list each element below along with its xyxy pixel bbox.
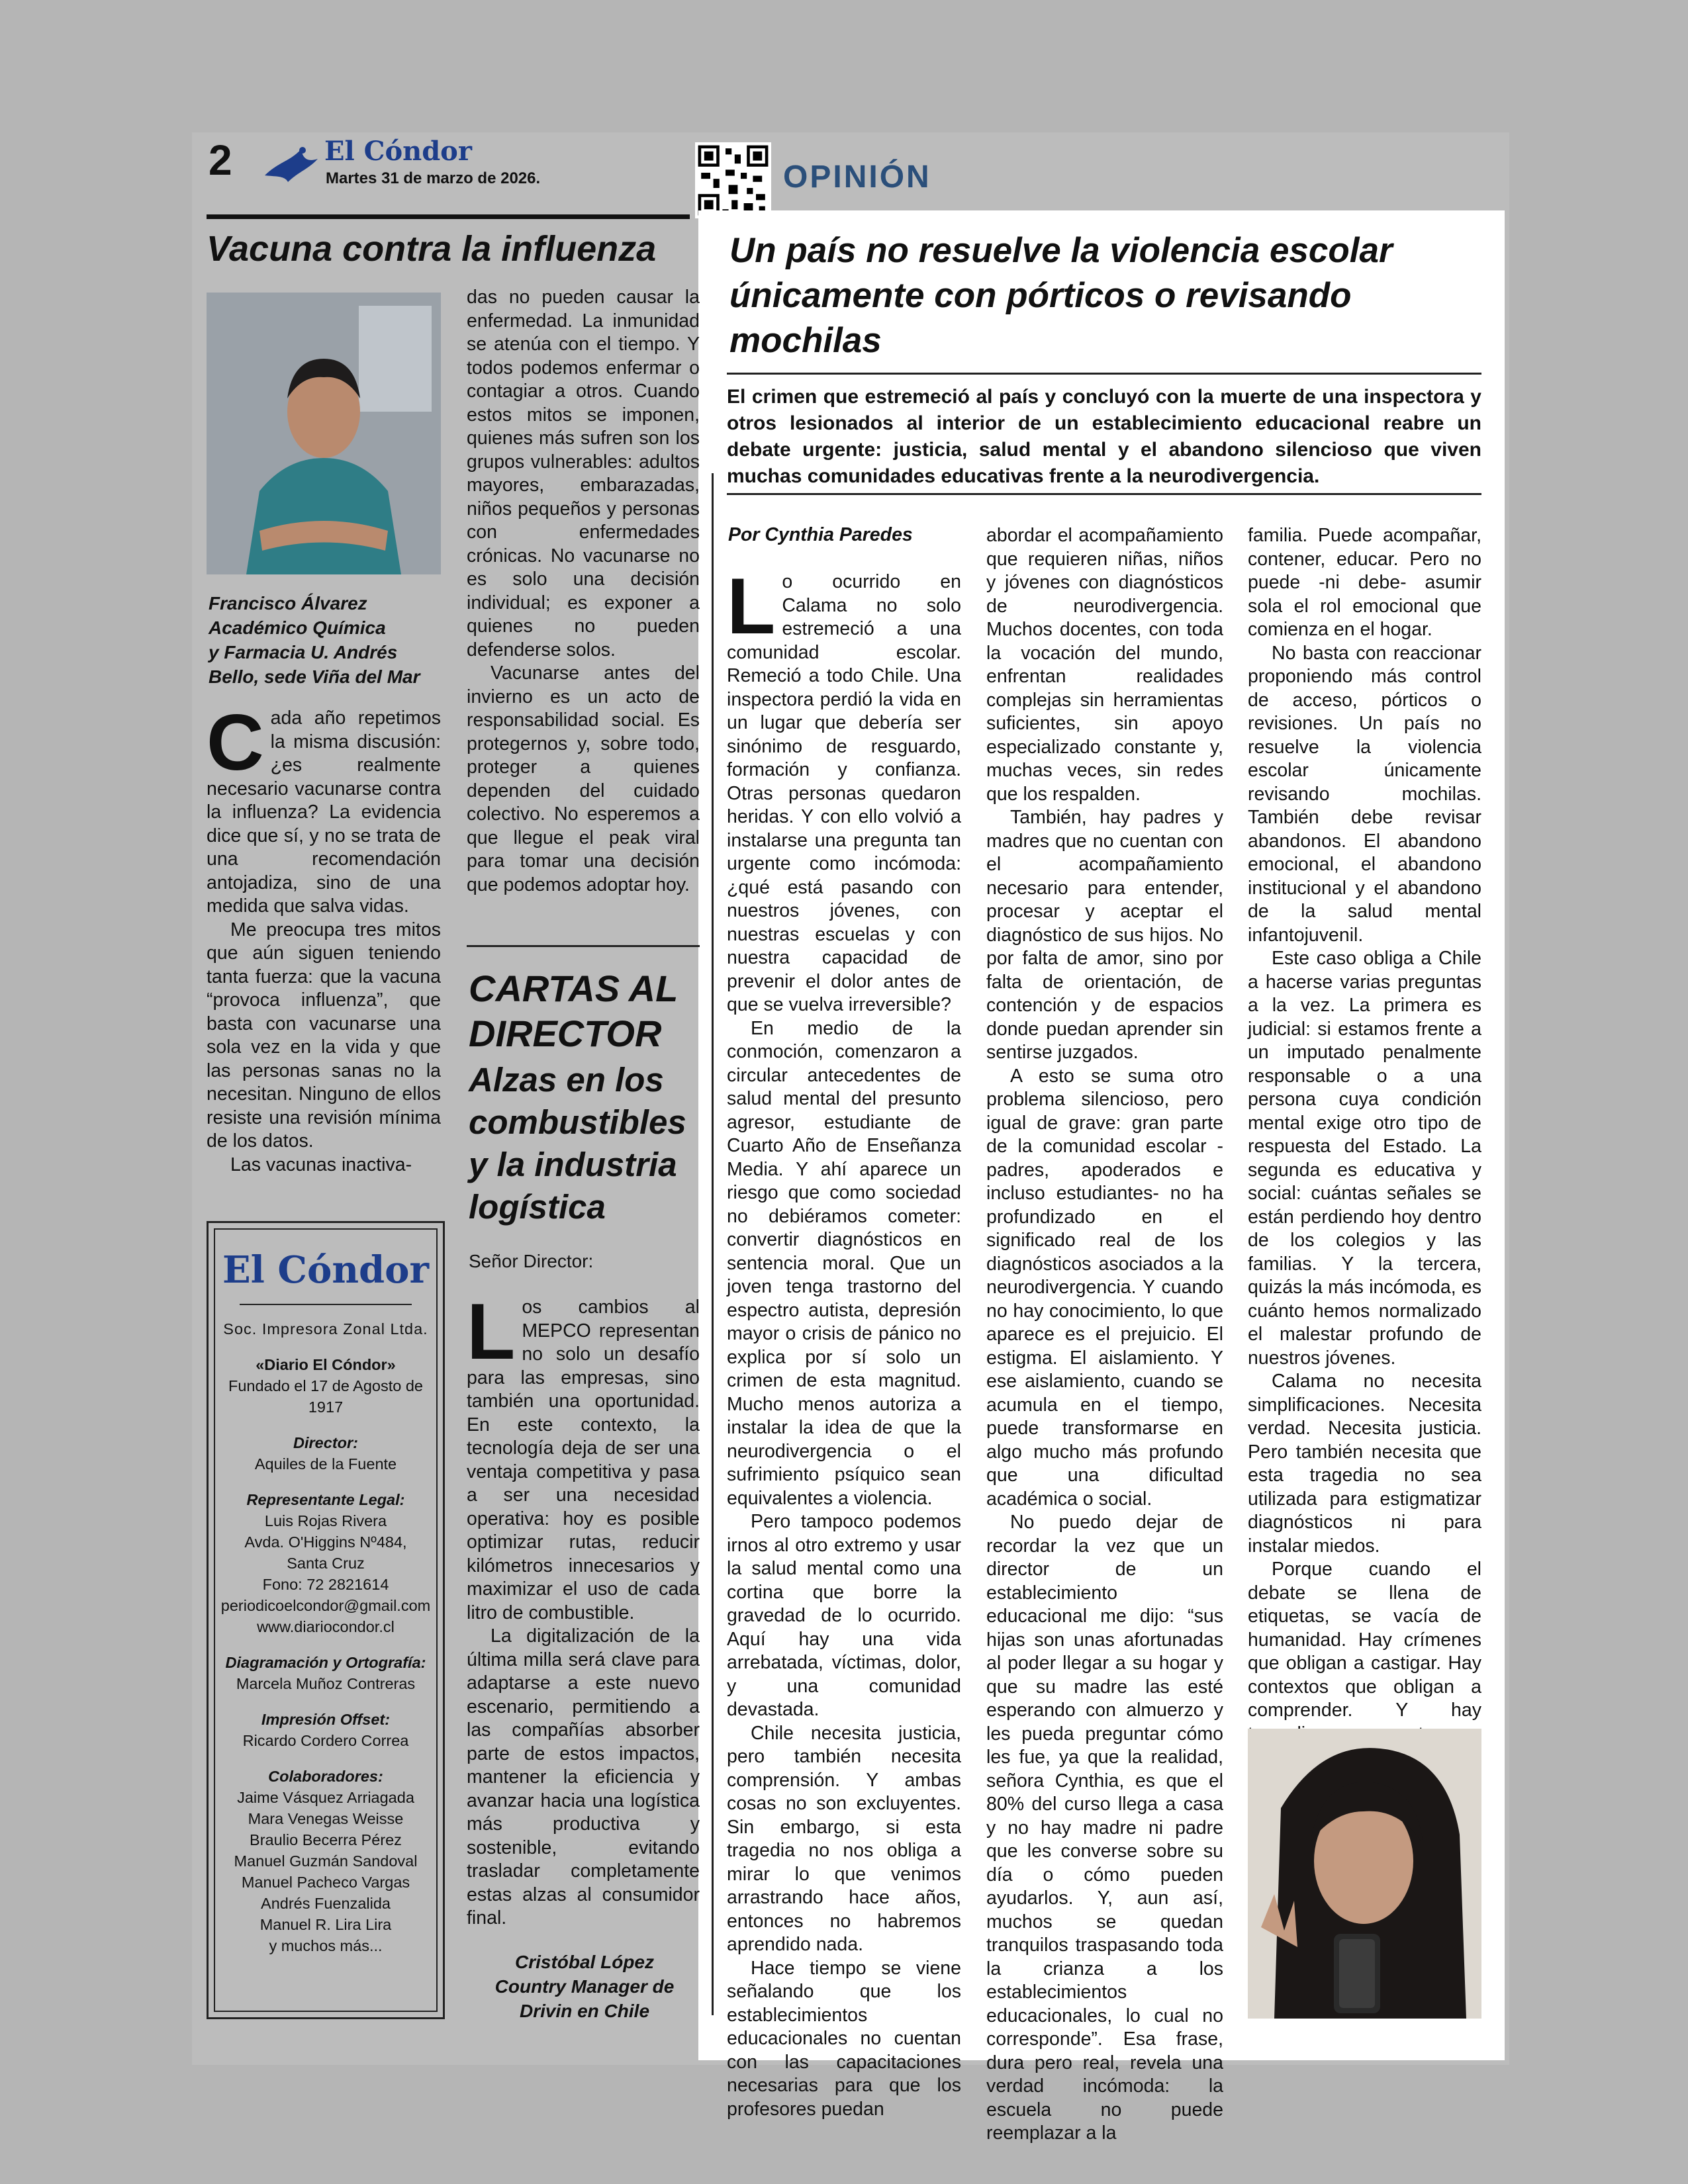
paper-name: «Diario El Cóndor» — [256, 1356, 396, 1373]
condor-icon — [261, 136, 321, 189]
main-article-deck: El crimen que estremeció al país y concluyó con la muerte de una inspectora y otros lesionados al interior de un establecimiento educacional reabre un debate urgente: justicia, salud mental y el abandono silencioso que viven muchas comunidades educativas frente a la neurodivergencia. — [727, 386, 1481, 487]
article-body: Cada año repetimos la misma discusión: ¿es realmente necesario vacunarse contra la influenza? La evidencia dice que sí, y no se trata de una recomendación antojadiza, sino de una medida que salva vidas. Me preocupa tres mitos que aún siguen teniendo tanta fuerza: que la vacuna “provoca influenza”, que basta con vacunarse una sola vez en la vida y que las personas sanas no la necesitan. Ninguno de ellos resiste una revisión mínima de los datos. Las vacunas inactiva- — [207, 698, 441, 1175]
main-article-title: Un país no resuelve la violencia escolar únicamente con pórticos o revisando mochilas — [729, 231, 1393, 360]
company-name: Soc. Impresora Zonal Ltda. — [223, 1320, 428, 1338]
founded-date: Fundado el 17 de Agosto de 1917 — [228, 1377, 423, 1416]
website-link[interactable]: www.diariocondor.cl — [257, 1618, 395, 1635]
drop-cap: C — [207, 698, 264, 787]
letter-title: Alzas en los combustibles y la industria logística — [469, 1061, 686, 1226]
article-author: Francisco Álvarez Académico Química y Farmacia U. Andrés Bello, sede Viña del Mar — [209, 593, 420, 687]
deck-rule — [727, 373, 1481, 375]
author-photo — [207, 293, 441, 574]
drop-cap: L — [467, 1287, 516, 1376]
page-number: 2 — [209, 136, 232, 184]
letter-body: Los cambios al MEPCO representan no solo un desafío para las empresas, sino también una oportunidad. En este contexto, la tecnología deja de ser una ventaja competitiva y pasa a ser una necesidad operativa: hoy es posible optimizar rutas, reducir kilómetros innecesarios y maximizar el uso de cada litro de combustible. La digitalización de la última milla será clave para adaptarse a este nuevo escenario, permitiendo a las compañías absorber parte de estos impactos, mantener la eficiencia y avanzar hacia una logística más productiva y sostenible, evitando trasladar completamente estas alzas al consumidor final. — [467, 1287, 700, 1929]
letter-signature: Cristóbal López Country Manager de Drivin en Chile — [494, 1952, 675, 2021]
main-article-column-1: Lo ocurrido en Calama no solo estremeció a una comunidad escolar. Remeció a todo Chile. Una inspectora perdió la vida en un lugar que debería ser sinónimo de resguardo, formación y confianza. Otras personas quedaron heridas. Y con ello volvió a instalarse una pregunta tan urgente como incómoda: ¿qué está pasando con nuestros jóvenes, con nuestras escuelas y con nuestra capacidad de prevenir el dolor antes de que se vuelva irreversible? En medio de la conmoción, comenzaron a circular antecedentes de salud mental del presunto agresor, estudiante de Cuarto Año de Enseñanza Media. Y ahí aparece un riesgo que como sociedad no debiéramos cometer: convertir diagnósticos en sentencia moral. Que un joven tenga trastorno del espectro autista, depresión mayor o crisis de pánico no explica por sí solo un crimen de esta magnitud. Mucho menos autoriza a instalar la idea de que la neurodivergencia o el sufrimiento psíquico sean equivalentes a violencia. Pero tampoco podemos irnos al otro extremo y usar la salud mental como una cortina que borre la gravedad de lo ocurrido. Aquí hay una vida arrebatada, víctimas, dolor, y una comunidad devastada. Chile necesita justicia, pero también necesita comprensión. Y ambas cosas no son excluyentes. Sin embargo, si esta tragedia no nos obliga a mirar lo que venimos arrastrando hace años, entonces no habremos aprendido nada. Hace tiempo se viene señalando que los establecimientos educacionales no cuentan con las capacitaciones necesarias para que los profesores puedan — [727, 562, 961, 2120]
qr-code-icon[interactable] — [695, 142, 771, 218]
drop-cap: L — [727, 562, 776, 651]
section-title: OPINIÓN — [783, 159, 931, 195]
masthead-logo: El Cóndor — [222, 1248, 430, 1292]
header-logo: El Cóndor — [324, 136, 472, 167]
letter-salutation: Señor Director: — [469, 1251, 594, 1271]
header-rule — [207, 214, 690, 219]
main-article-column-3: familia. Puede acompañar, contener, educar. Pero no puede -ni debe- asumir sola el rol emocional que comienza en el hogar. No basta con reaccionar proponiendo más control de acceso, pórticos o revisiones. Un país no resuelve la violencia escolar únicamente revisando mochilas. También debe revisar abandonos. El abandono emocional, el abandono institucional y el abandono de la salud mental infantojuvenil. Este caso obliga a Chile a hacerse varias preguntas a la vez. La primera es judicial: si estamos frente a un imputado penalmente responsable o a una persona cuya condición mental exige otro tipo de respuesta del Estado. La segunda es educativa y social: cuántas señales se están perdiendo hoy dentro de los colegios y las familias. Y la tercera, quizás la más incómoda, es cuánto hemos normalizado el malestar profundo de nuestros jóvenes. Calama no necesita simplificaciones. Necesita verdad. Necesita justicia. Pero también necesita que esta tragedia no sea utilizada para estigmatizar diagnósticos ni para instalar miedos. Porque cuando el debate se llena de etiquetas, se vacía de humanidad. Hay crímenes que obligan a castigar. Hay contextos que obligan a comprender. Y hay — [1248, 525, 1481, 1721]
email-link[interactable]: periodicoelcondor@gmail.com — [220, 1597, 431, 1614]
byline: Por Cynthia Paredes — [728, 524, 913, 545]
columnist-photo — [1248, 1729, 1481, 2019]
phone: Fono: 72 2821614 — [262, 1576, 389, 1593]
issue-date: Martes 31 de marzo de 2026. — [326, 169, 541, 187]
main-article-column-2: abordar el acompañamiento que requieren niñas, niños y jóvenes con diagnósticos de neurodivergencia. Muchos docentes, con toda la vocación del mundo, enfrentan realidades complejas sin herramientas suficientes, sin apoyo especializado constante y, muchas veces, sin redes que los respalden. También, hay padres y madres que no cuentan con el acompañamiento necesario para entender, procesar y aceptar el diagnóstico de sus hijos. No por falta de amor, sino por falta de orientación, de contención y de espacios donde puedan aprender sin sentirse juzgados. A esto se suma otro problema silencioso, pero igual de grave: gran parte de la comunidad escolar -padres, apoderados e incluso estudiantes- no ha profundizado en el significado real de los diagnósticos asociados a la neurodivergencia. Y cuando no hay conocimiento, lo que aparece es el prejuicio. El estigma. El aislamiento. Y ese aislamiento, cuando se acumula en el tiempo, puede transformarse en algo mucho más profundo que una dificultad académica o social. No puedo dejar de recordar la vez que un director de un establecimiento educacional me dijo: “sus hijas son unas afortunadas al poder llegar a su hogar y que su madre las esté esperando con almuerzo y les pueda preguntar cómo les fue, ya que la realidad, señora Cynthia, es que el 80% del curso llega a casa y no hay madre ni padre que les converse sobre su día o cómo pueden ayudarlos. Y, aun así, muchos se quedan tranquilos traspasando toda la crianza a los establecimientos educacionales, lo cual no corresponde”. Esa frase, dura pero real, revela una verdad incómoda: la escuela no puede reemplazar a la — [986, 525, 1223, 2144]
column-divider — [712, 473, 714, 2015]
article-body-continued: das no pueden causar la enfermedad. La inmunidad se atenúa con el tiempo. Y todos podemos enfermar o contagiar a otros. Cuando estos mitos se imponen, quienes más sufren son los grupos vulnerables: adultos mayores, embarazadas, niños pequeños y personas con enfermedades crónicas. No vacunarse no es solo una decisión individual; es exponer a quienes no pueden defenderse solos. Vacunarse antes del invierno es un acto de responsabilidad social. Es protegernos y, sobre todo, proteger a quienes dependen del cuidado colectivo. No esperemos a que llegue el peak viral para tomar una decisión que podemos adoptar hoy. — [467, 287, 700, 895]
article-title: Vacuna contra la influenza — [207, 229, 657, 269]
deck-rule — [727, 493, 1481, 495]
divider — [240, 1304, 412, 1305]
director-name: Aquiles de la Fuente — [254, 1455, 397, 1473]
masthead-box: El Cóndor Soc. Impresora Zonal Ltda. «Diario El Cóndor» Fundado el 17 de Agosto de 1917 Director: Aquiles de la Fuente Representante Legal: Luis Rojas Rivera Avda. O'Higgins Nº484, Santa Cruz Fono: 72 2821614 periodicoelcondor@gmail.com www.diariocondor.cl Diagramación y Ortografía: Marcela Muñoz Contreras Impresión Offset: Ricardo Cordero Correa Colaboradores: Jaime Vásquez Arriagada Mara Venegas Weisse Braulio Becerra Pérez Manuel Guzmán Sandoval Manuel Pacheco Vargas Andrés Fuenzalida Manuel R. Lira Lira y muchos más... — [207, 1221, 445, 2019]
letters-heading: CARTAS AL DIRECTOR — [469, 968, 678, 1054]
section-divider — [467, 945, 700, 947]
